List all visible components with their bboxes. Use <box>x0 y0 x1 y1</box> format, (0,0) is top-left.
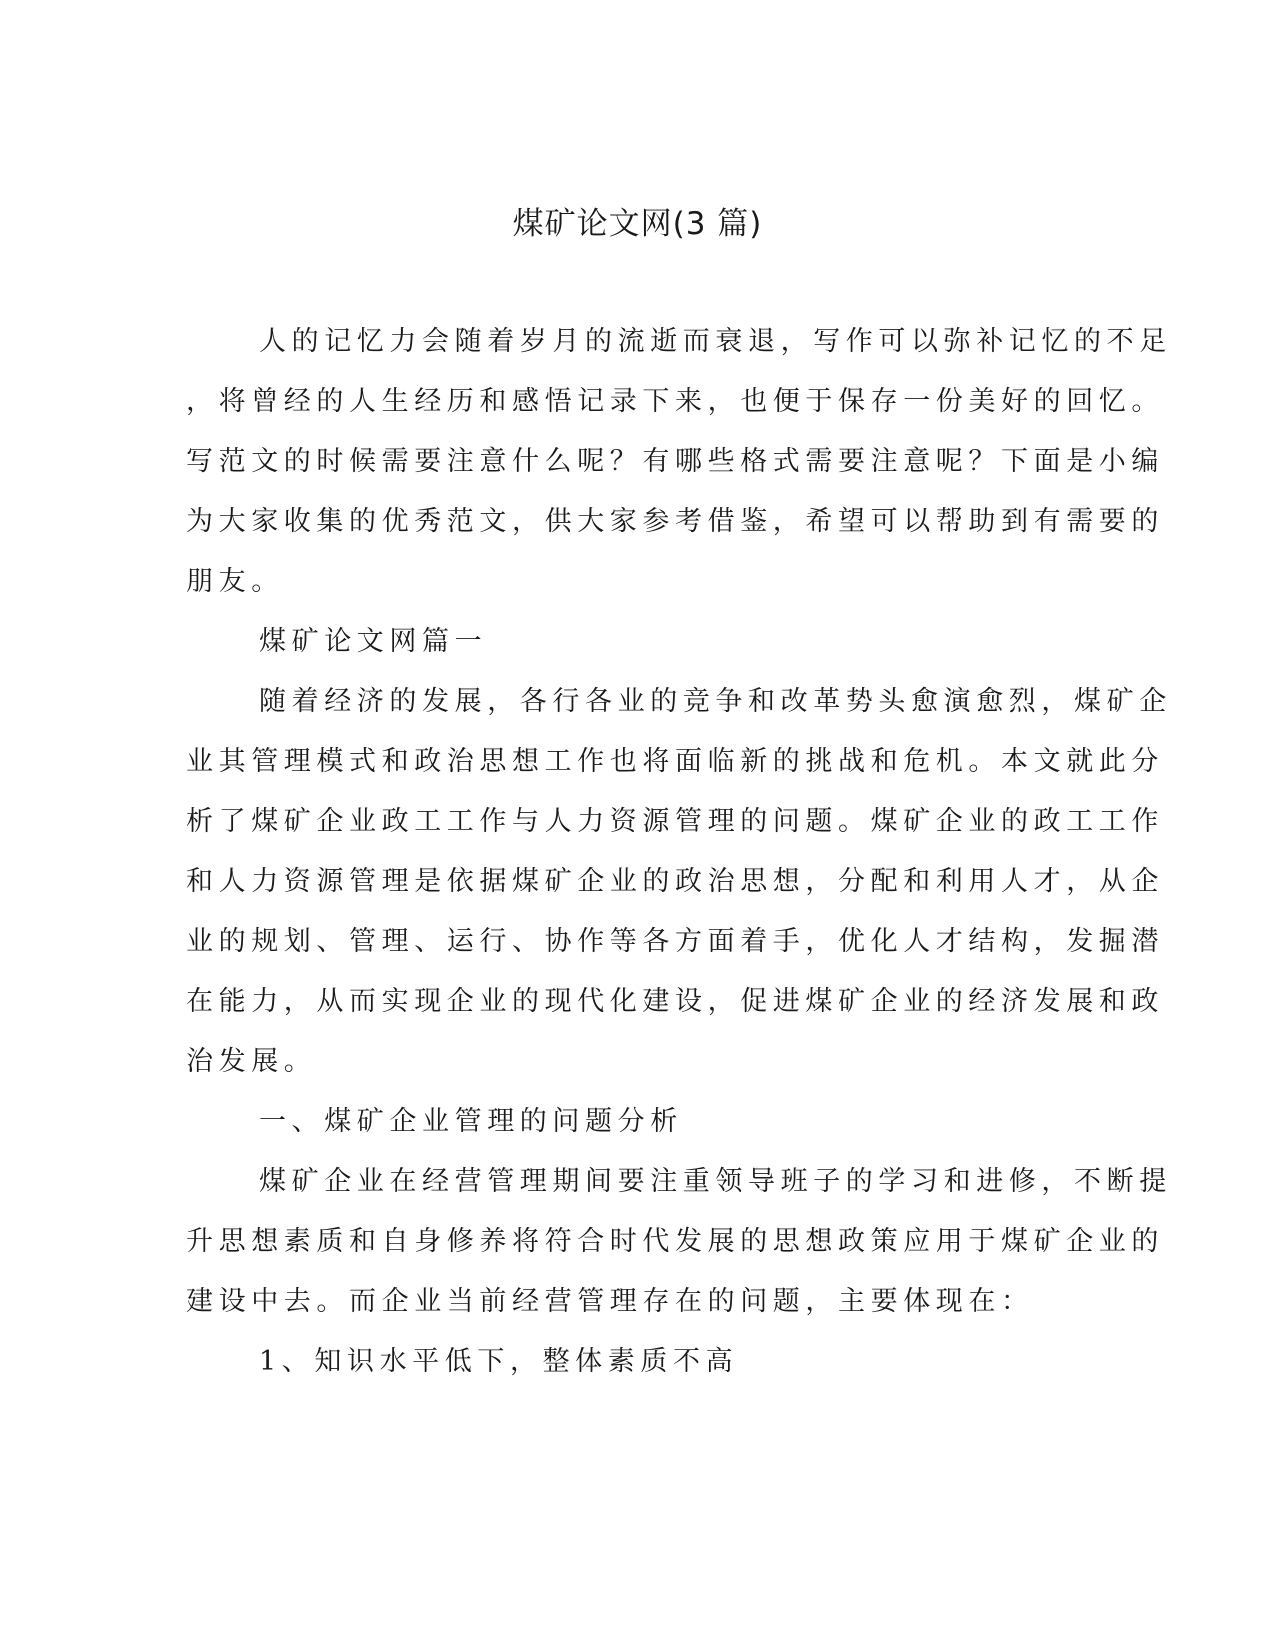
document-body <box>186 312 1172 1392</box>
text-line: 析了煤矿企业政工工作与人力资源管理的问题。煤矿企业的政工工作 <box>186 806 1164 837</box>
text-line: 在能力，从而实现企业的现代化建设，促进煤矿企业的经济发展和政 <box>186 986 1164 1017</box>
text-line: 朋友。 <box>186 566 284 597</box>
document-title: 煤矿论文网(3 篇) <box>512 206 763 242</box>
text-line: 人的记忆力会随着岁月的流逝而衰退，写作可以弥补记忆的不足 <box>259 326 1172 357</box>
text-line: 煤矿论文网篇一 <box>259 626 488 657</box>
text-line: 一、煤矿企业管理的问题分析 <box>259 1106 683 1137</box>
text-line: 升思想素质和自身修养将符合时代发展的思想政策应用于煤矿企业的 <box>186 1226 1164 1257</box>
text-line: 治发展。 <box>186 1046 317 1077</box>
text-line: 随着经济的发展，各行各业的竞争和改革势头愈演愈烈，煤矿企 <box>259 686 1172 717</box>
text-line: 1、知识水平低下，整体素质不高 <box>259 1346 739 1377</box>
text-line: ，将曾经的人生经历和感悟记录下来，也便于保存一份美好的回忆。 <box>186 386 1164 417</box>
text-line: 写范文的时候需要注意什么呢？有哪些格式需要注意呢？下面是小编 <box>186 446 1164 477</box>
text-line: 建设中去。而企业当前经营管理存在的问题，主要体现在： <box>186 1286 1034 1317</box>
text-line: 煤矿企业在经营管理期间要注重领导班子的学习和进修，不断提 <box>259 1166 1172 1197</box>
text-line: 为大家收集的优秀范文，供大家参考借鉴，希望可以帮助到有需要的 <box>186 506 1164 537</box>
text-line: 业其管理模式和政治思想工作也将面临新的挑战和危机。本文就此分 <box>186 746 1164 777</box>
text-line: 业的规划、管理、运行、协作等各方面着手，优化人才结构，发掘潜 <box>186 926 1164 957</box>
text-line: 和人力资源管理是依据煤矿企业的政治思想，分配和利用人才，从企 <box>186 866 1164 897</box>
